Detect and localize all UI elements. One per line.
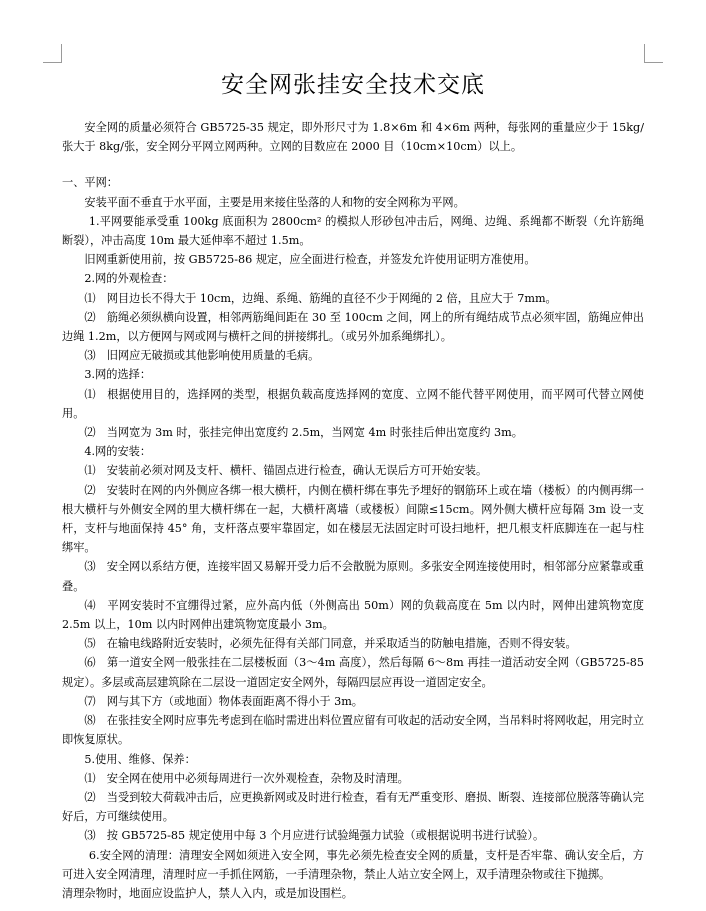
- document-title: 安全网张挂安全技术交底: [221, 72, 485, 98]
- paragraph: 清理杂物时，地面应设监护人，禁人入内，或是加设围栏。: [62, 886, 353, 900]
- paragraph: ⑴ 网目边长不得大于 10cm，边绳、系绳、筋绳的直径不少于网绳的 2 倍，且应大于 7mm。: [84, 291, 557, 305]
- paragraph: ⑵ 当网宽为 3m 时，张挂完伸出宽度约 2.5m，当网宽 4m 时张挂后伸出宽度约 3m。: [84, 426, 523, 440]
- paragraph: 一、平网：: [62, 176, 118, 190]
- document-body: [62, 118, 644, 903]
- margin-mark-top-left: [43, 44, 62, 63]
- paragraph: 安全网的质量必须符合 GB5725-35 规定，即外形尺寸为 1.8×6m 和 4×6m 两种，每张网的重量应少于 15kg/张大于 8kg/张，安全网分平网立网两种。立网的目数应在 2000 目（10cm×10cm）以上。: [62, 121, 644, 154]
- paragraph: ⑸ 在输电线路附近安装时，必须先征得有关部门同意，并采取适当的防触电措施，否则不得安装。: [84, 637, 577, 651]
- paragraph-spacer: [62, 156, 644, 173]
- paragraph: ⑴ 安全网在使用中必须每周进行一次外观检查，杂物及时清理。: [84, 771, 409, 785]
- margin-mark-top-right: [644, 44, 663, 63]
- paragraph: 3.网的选择：: [84, 368, 152, 382]
- paragraph: ⑵ 当受到较大荷载冲击后，应更换新网或及时进行检查，看有无严重变形、磨损、断裂、连接部位脱落等确认完好后，方可继续使用。: [62, 790, 644, 824]
- paragraph: 5.使用、维修、保养：: [84, 752, 196, 766]
- paragraph: ⑴ 安装前必须对网及支杆、横杆、锚固点进行检查，确认无误后方可开始安装。: [84, 464, 488, 478]
- paragraph: 6.安全网的清理：清理安全网如须进入安全网，事先必须先检查安全网的质量，支杆是否牢靠、确认安全后，方可进入安全网清理，清理时应一手抓住网筋，一手清理杂物，禁止人站立安全网上，双手清理杂物或往下抛掷。: [62, 848, 644, 881]
- paragraph: ⑹ 第一道安全网一般张挂在二层楼板面（3～4m 高度），然后每隔 6～8m 再挂一道活动安全网（GB5725-85 规定）。多层或高层建筑除在二层设一道固定安全网外，每隔四层应再设一道固定安全。: [62, 656, 644, 689]
- paragraph: ⑶ 旧网应无破损或其他影响使用质量的毛病。: [84, 349, 320, 363]
- paragraph: ⑷ 平网安装时不宜绷得过紧，应外高内低（外侧高出 50m）网的负载高度在 5m 以内时，网伸出建筑物宽度 2.5m 以上，10m 以内时网伸出建筑物宽度最小 3m。: [62, 598, 644, 632]
- paragraph: ⑴ 根据使用目的，选择网的类型，根据负载高度选择网的宽度、立网不能代替平网使用，而平网可代替立网使用。: [62, 387, 644, 420]
- paragraph: ⑶ 按 GB5725-85 规定使用中每 3 个月应进行试验绳强力试验（或根据说明书进行试验）。: [84, 829, 545, 843]
- paragraph: ⑵ 筋绳必须纵横向设置，相邻两筋绳间距在 30 至 100cm 之间，网上的所有绳结成节点必须牢固，筋绳应伸出边绳 1.2m，以方便网与网或网与横杆之间的拼接绑扎。（或另外加系绳绑扎）。: [62, 310, 644, 344]
- paragraph: 旧网重新使用前，按 GB5725-86 规定，应全面进行检查，并签发允许使用证明方准使用。: [84, 253, 536, 267]
- paragraph: 安装平面不垂直于水平面，主要是用来接住坠落的人和物的安全网称为平网。: [84, 195, 465, 209]
- paragraph: ⑶ 安全网以系结方便，连接牢固又易解开受力后不会散脱为原则。多张安全网连接使用时，相邻部分应紧靠或重叠。: [62, 560, 644, 593]
- paragraph: 4.网的安装：: [84, 445, 152, 459]
- paragraph: ⑺ 网与其下方（或地面）物体表面距离不得小于 3m。: [84, 694, 363, 708]
- paragraph: 2.网的外观检查：: [84, 272, 174, 286]
- paragraph: 1.平网要能承受重 100kg 底面积为 2800cm² 的模拟人形砂包冲击后，网绳、边绳、系绳都不断裂（允许筋绳断裂），冲击高度 10m 最大延伸率不超过 1.5m。: [62, 214, 644, 248]
- paragraph: ⑻ 在张挂安全网时应事先考虑到在临时需进出料位置应留有可收起的活动安全网，当吊料时将网收起，用完时立即恢复原状。: [62, 714, 644, 747]
- paragraph: ⑵ 安装时在网的内外侧应各绑一根大横杆，内侧在横杆绑在事先予埋好的钢筋环上或在墙（楼板）的内侧再绑一根大横杆与外侧安全网的里大横杆绑在一起，大横杆离墙（或楼板）间隙≤15cm。网外侧大横杆应每隔 3m 设一支杆，支杆与地面保持 45° 角，支杆落点要牢靠固定，如在楼层无法固定时可设扫地杆，把几根支杆底脚连在一起与柱绑牢。: [62, 483, 644, 555]
